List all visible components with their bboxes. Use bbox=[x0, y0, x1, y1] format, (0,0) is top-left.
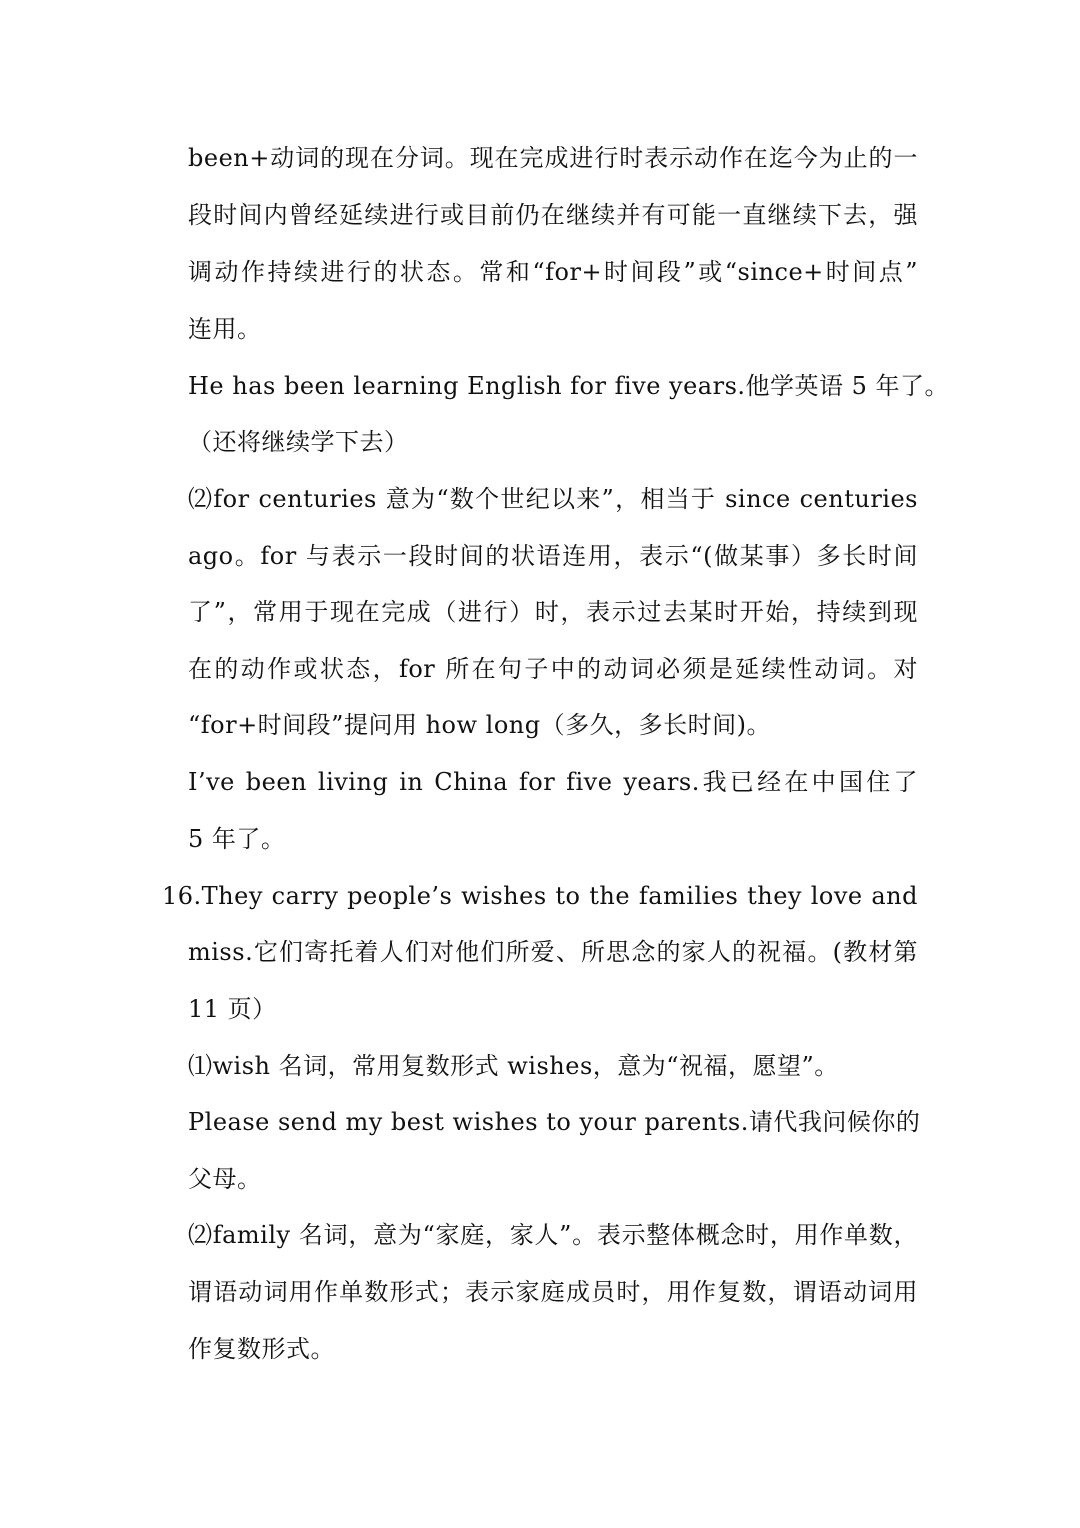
text-line: 在的动作或状态，for 所在句子中的动词必须是延续性动词。对 bbox=[188, 655, 918, 683]
text-line: been+动词的现在分词。现在完成进行时表示动作在迄今为止的一 bbox=[188, 144, 918, 172]
text-line: 11 页） bbox=[188, 995, 277, 1023]
text-line: “for+时间段”提问用 how long（多久，多长时间)。 bbox=[188, 711, 771, 739]
text-line: 调动作持续进行的状态。常和“for+时间段”或“since+时间点” bbox=[188, 258, 918, 286]
text-line: 谓语动词用作单数形式；表示家庭成员时，用作复数，谓语动词用 bbox=[188, 1278, 918, 1306]
text-line: 段时间内曾经延续进行或目前仍在继续并有可能一直继续下去，强 bbox=[188, 201, 918, 229]
text-line: 了”，常用于现在完成（进行）时，表示过去某时开始，持续到现 bbox=[188, 598, 918, 626]
text-line: ⑴wish 名词，常用复数形式 wishes，意为“祝福，愿望”。 bbox=[188, 1052, 839, 1080]
example-sentence: He has been learning English for five years.他学英语 5 年了。 bbox=[188, 372, 950, 400]
text-line: 作复数形式。 bbox=[188, 1335, 335, 1363]
text-line: ⑵family 名词，意为“家庭，家人”。表示整体概念时，用作单数， bbox=[188, 1221, 918, 1249]
example-sentence: Please send my best wishes to your parents.请代我问候你的 bbox=[188, 1108, 921, 1136]
numbered-item-16: 16.They carry people’s wishes to the families they love and bbox=[162, 882, 918, 910]
text-line: ⑵for centuries 意为“数个世纪以来”，相当于 since centuries bbox=[188, 485, 918, 513]
text-line: miss.它们寄托着人们对他们所爱、所思念的家人的祝福。(教材第 bbox=[188, 938, 918, 966]
example-sentence: I’ve been living in China for five years.我已经在中国住了 bbox=[188, 768, 918, 796]
text-line: 5 年了。 bbox=[188, 825, 286, 853]
text-line: （还将继续学下去） bbox=[188, 428, 409, 456]
text-line: 连用。 bbox=[188, 315, 262, 343]
text-line: ago。for 与表示一段时间的状语连用，表示“(做某事）多长时间 bbox=[188, 542, 918, 570]
text-line: 父母。 bbox=[188, 1165, 262, 1193]
